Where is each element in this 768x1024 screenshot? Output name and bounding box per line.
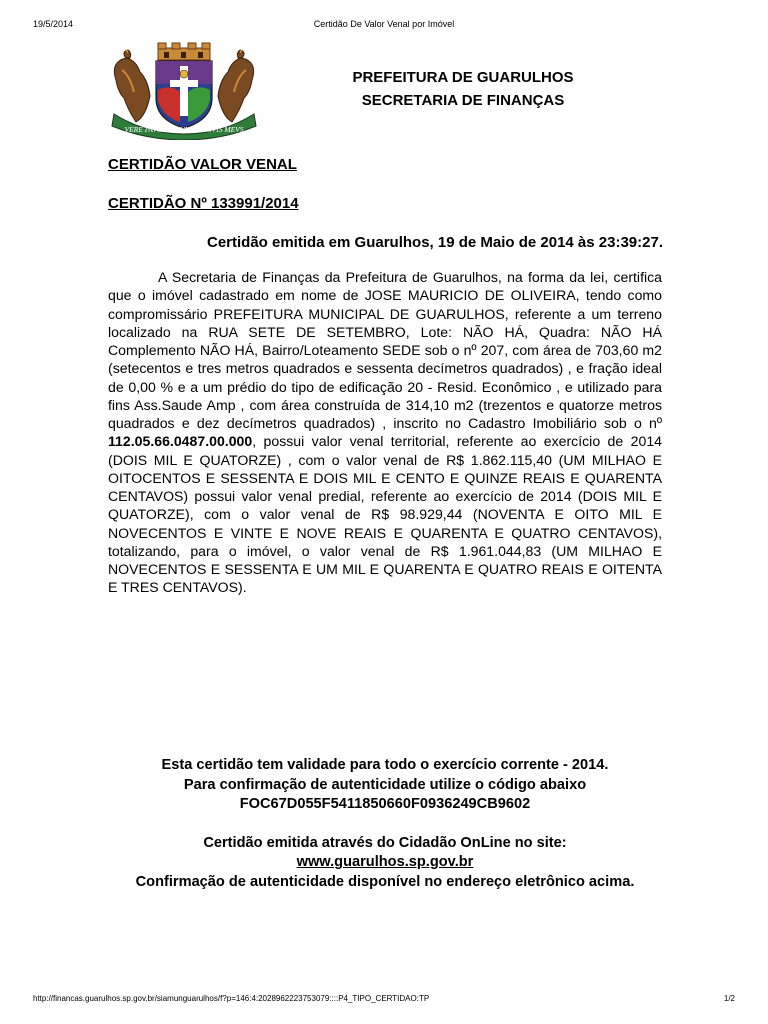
organization-department: SECRETARIA DE FINANÇAS [361,92,565,109]
certificate-body [108,268,662,597]
print-footer [33,992,735,1006]
seal-motto: VERE PAVLISTARVM SANGVIS MEVS [124,125,244,134]
left-eagle-icon [114,49,150,122]
organization-name: PREFEITURA DE GUARULHOS [352,69,574,86]
online-emission-statement: Certidão emitida através do Cidadão OnLine no site: [203,834,567,851]
certificate-number: CERTIDÃO Nº 133991/2014 [108,195,299,212]
confirmation-address-note: Confirmação de autenticidade disponível no endereço eletrônico acima. [135,873,635,890]
print-date: 19/5/2014 [33,19,74,29]
registration-number: 112.05.66.0487.00.000 [108,433,253,450]
print-url: http://financas.guarulhos.sp.gov.br/siamunguarulhos/f?p=146:4:2028962223753079::::P4_TIPO_CERTIDAO:TP [33,994,430,1003]
site-link[interactable]: www.guarulhos.sp.gov.br [296,854,474,870]
authenticity-code: FOC67D055F5411850660F0936249CB9602 [239,796,531,812]
body-text-before: A Secretaria de Finanças da Prefeitura de Guarulhos, na forma da lei, certifica que o imóvel cadastrado em nome de JOSE MAURICIO DE OLIVEIRA, tendo como compromissário PREFEITURA MUNICIPAL DE GUARULHOS, referente a um terreno localizado na RUA SETE DE SETEMBRO, Lote: NÃO HÁ, Quadra: NÃO HÁ Complemento NÃO HÁ, Bairro/Loteamento SEDE sob o nº 207, com área de 703,60 m2 (setecentos e tres metros quadrados e sessenta decímetros quadrados) , e fração ideal de 0,00 % e a um prédio do tipo de edificação 20 - Resid. Econômico , e utilizado para fins Ass.Saude Amp , com área construída de 314,10 m2 (trezentos e quatorze metros quadrados e dez decímetros quadrados) , inscrito no Cadastro Imobiliário sob o nº [108,269,662,431]
mural-crown-icon [158,43,210,60]
right-eagle-icon [218,49,254,122]
emission-statement: Certidão emitida em Guarulhos, 19 de Maio de 2014 às 23:39:27. [206,234,663,251]
organization-header [310,66,616,112]
coat-of-arms-icon [106,40,262,140]
authenticity-instruction: Para confirmação de autenticidade utilize o código abaixo [183,776,587,793]
document-title: CERTIDÃO VALOR VENAL [108,156,297,173]
print-page-title: Certidão De Valor Venal por Imóvel [313,19,455,29]
print-header [33,17,735,31]
page-number: 1/2 [723,994,735,1003]
body-text-after: , possui valor venal territorial, referente ao exercício de 2014 (DOIS MIL E QUATORZE) , com o valor venal de R$ 1.862.115,40 (UM MILHAO E OITOCENTOS E SESSENTA E DOIS MIL E CENTO E QUINZE REAIS E QUARENTA CENTAVOS) possui valor venal predial, referente ao exercício de 2014 (DOIS MIL E QUATORZE), com o valor venal de R$ 98.929,44 (NOVENTA E OITO MIL E NOVECENTOS E VINTE E NOVE REAIS E QUARENTA E QUATRO CENTAVOS), totalizando, para o imóvel, o valor venal de R$ 1.961.044,83 (UM MILHAO E NOVECENTOS E SESSENTA E UM MIL E QUARENTA E QUATRO REAIS E OITENTA E TRES CENTAVOS). [108,433,662,596]
validity-block [108,756,662,892]
shield-icon [156,61,212,128]
validity-statement: Esta certidão tem validade para todo o exercício corrente - 2014. [161,757,609,773]
